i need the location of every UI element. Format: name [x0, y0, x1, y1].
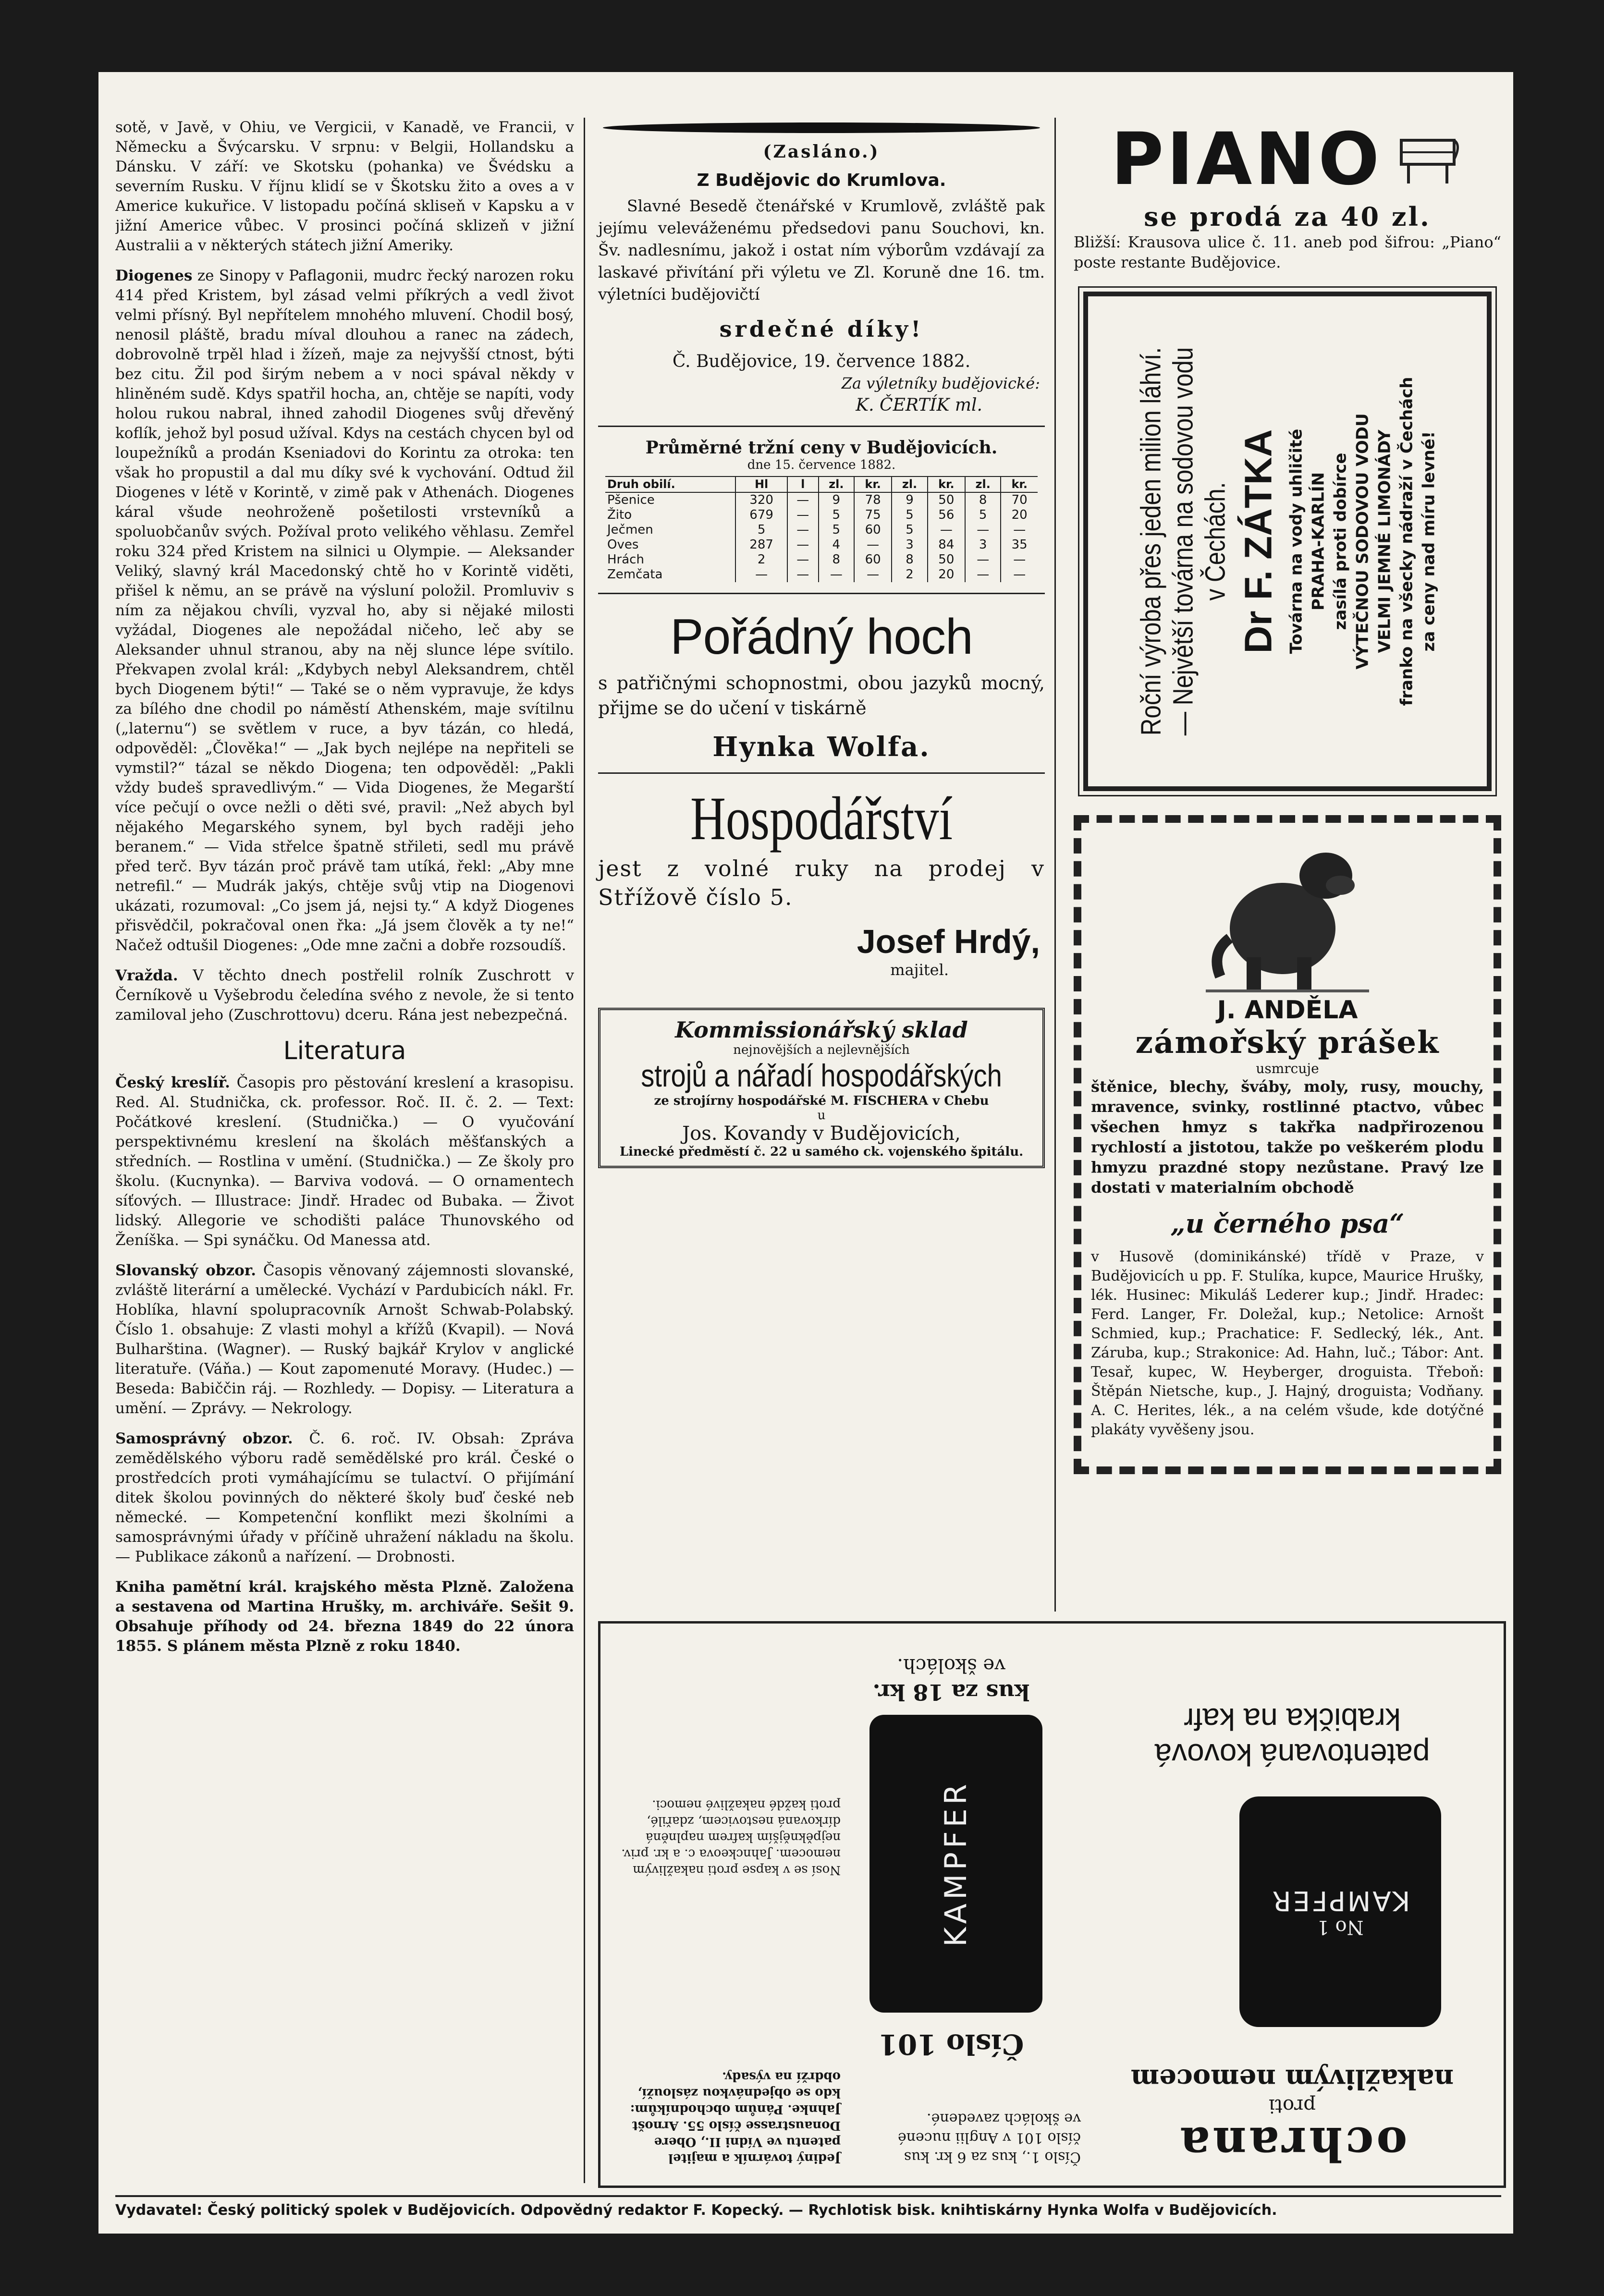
prices-table: [605, 476, 1038, 582]
camphor-schools: ve školách.: [897, 1654, 1005, 1676]
page-footer: Vydavatel: Český politický spolek v Budějovicích. Odpovědný redaktor F. Kopecký. — Rychlotisk bisk. knihtiskárny Hynka Wolfa v Budějovicích.: [115, 2195, 1501, 2219]
column-divider: [1054, 118, 1056, 1612]
literature-item: [115, 1073, 574, 1250]
table-cell: —: [965, 523, 1001, 537]
commission-ad-goods: strojů a nářadí hospodářských: [641, 1058, 1002, 1093]
camphor-ad-title: ochrana: [1177, 2117, 1408, 2171]
article-lead: Vražda.: [115, 967, 178, 984]
column-header: kr.: [928, 476, 965, 492]
table-cell: Ječmen: [607, 523, 653, 537]
table-cell: 20: [928, 567, 965, 582]
commission-ad-title: Kommissionářský sklad: [675, 1017, 968, 1043]
table-cell: —: [787, 567, 819, 582]
camphor-box-no1: [1239, 1796, 1441, 2027]
zaslano-heading: (Zasláno.): [763, 142, 880, 162]
table-cell: Zemčata: [607, 567, 663, 582]
table-cell: 56: [928, 508, 965, 523]
soda-ad: [1083, 292, 1492, 791]
table-cell: 50: [928, 552, 965, 567]
soda-ad-rotated: [1135, 311, 1440, 772]
table-cell: 60: [854, 552, 892, 567]
signer-name: K. ČERTÍK ml.: [856, 395, 982, 415]
table-cell: 5: [892, 508, 927, 523]
table-cell: —: [854, 537, 892, 552]
box-number: No 1: [1317, 1916, 1364, 1939]
soda-line: zasílá proti dobírce: [1331, 452, 1350, 630]
camphor-right-text: Nosí se v kapse proti nakažlivým nemocem. Jahnckeova c. a kr. priv. nejpěknějším kafrem naplněná dírkovaná nestovicem, zdařilé, proti každé nakažlivé nemoci.: [621, 1797, 841, 1877]
column-header: zl.: [892, 476, 927, 492]
piano-ad-title: PIANO: [1111, 118, 1383, 201]
powder-maker: J. ANDĚLA: [1217, 996, 1358, 1025]
table-row: [605, 523, 1038, 537]
table-cell: —: [787, 508, 819, 523]
box-number-101: Číslo 101: [878, 2028, 1024, 2061]
piano-ad-header: [1074, 118, 1501, 201]
right-column: [1074, 118, 1501, 1474]
column-header: zl.: [819, 476, 854, 492]
table-cell: 8: [965, 492, 1001, 508]
table-cell: —: [735, 567, 787, 582]
commission-ad-u: u: [817, 1108, 826, 1123]
table-header-row: [605, 476, 1038, 492]
table-row: [605, 552, 1038, 567]
column-header: Druh obilí.: [605, 476, 735, 492]
soda-line: franko na všecky nádraží v Čechách: [1397, 377, 1417, 706]
table-cell: —: [787, 552, 819, 567]
farm-ad-title: Hospodářství: [690, 784, 953, 853]
table-row: [605, 492, 1038, 508]
table-row: [605, 508, 1038, 523]
table-cell: —: [1001, 552, 1038, 567]
soda-ad-lines: [1286, 311, 1440, 772]
table-cell: —: [928, 523, 965, 537]
table-cell: 2: [892, 567, 927, 582]
table-cell: —: [1001, 567, 1038, 582]
camphor-box-101: [869, 1715, 1042, 2013]
table-cell: —: [965, 552, 1001, 567]
column-divider: [584, 118, 585, 2183]
table-cell: Pšenice: [607, 493, 655, 507]
table-cell: Hrách: [607, 552, 644, 567]
soda-line: VÝTEČNOU SODOVOU VODU: [1353, 413, 1372, 670]
divider: [598, 772, 1045, 774]
literature-heading: Literatura: [283, 1037, 406, 1065]
camphor-ad-rotated: [600, 1624, 1504, 2186]
thanks-line: srdečné díky!: [719, 316, 924, 342]
shop-name: „u černého psa“: [1170, 1208, 1405, 1239]
table-cell: —: [1001, 523, 1038, 537]
table-cell: 5: [735, 523, 787, 537]
place-date: Č. Budějovice, 19. července 1882.: [672, 352, 971, 371]
table-cell: 8: [892, 552, 927, 567]
table-row: [605, 537, 1038, 552]
notice-text: Slavné Besedě čtenářské v Krumlově, zvláště pak jejímu veleváženému předsedovi panu Souchovi, kn. Šv. nadlesnímu, jakož i ostat ním výborům vzdávají za laskavé přivítání při výletu ve Zl. Koruně dne 16. tm. výletníci budějovičtí: [598, 196, 1045, 304]
item-lead: Kniha pamětní král. krajského města Plzně.: [115, 1578, 492, 1596]
camphor-left-text: Jediný továrník a majitel patentu ve Vídni II., Obere Donaustrasse číslo 55. Arnošt Jahnke. Pánům obchodníkům: kdo se objednávkou záslouží, obdrží na výsady.: [630, 2069, 841, 2165]
table-cell: 3: [965, 537, 1001, 552]
column-header: zl.: [965, 476, 1001, 492]
table-cell: —: [965, 567, 1001, 582]
commission-ad-address: Linecké předměstí č. 22 u samého ck. vojenského špitálu.: [619, 1145, 1024, 1159]
harvest-paragraph: sotě, v Javě, v Ohiu, ve Vergicii, v Kanadě, ve Francii, v Německu a Švýcarsku. V srpnu: v Belgii, Hollandsku a Dánsku. V září: ve Skotsku (pohanka) ve Švédsku a severním Rusku. V říjnu klidí se v Škotsku žito a oves a v Americe kukuřice. V listopadu počíná skliseň v Kapsku a v jižní Americe vůbec. V prosinci počíná sklizeň v jižní Australii a v některých státech jižní Ameriky.: [115, 119, 574, 254]
table-cell: 50: [928, 492, 965, 508]
middle-column: [598, 118, 1045, 1168]
column-header: kr.: [854, 476, 892, 492]
powder-kills: usmrcuje: [1256, 1061, 1319, 1076]
table-cell: —: [787, 537, 819, 552]
commission-ad-factory: ze strojírny hospodářské M. FISCHERA v Chebu: [654, 1094, 989, 1108]
table-cell: 8: [819, 552, 854, 567]
table-cell: 60: [854, 523, 892, 537]
soda-line: VELMI JEMNÉ LIMONÁDY: [1375, 429, 1395, 653]
commission-ad-sub: nejnovějších a nejlevnějších: [733, 1043, 910, 1057]
table-cell: —: [787, 492, 819, 508]
table-cell: 2: [735, 552, 787, 567]
apprentice-ad-title: Pořádný hoch: [670, 609, 973, 665]
piano-price: se prodá za 40 zl.: [1144, 201, 1431, 232]
table-cell: 679: [735, 508, 787, 523]
table-cell: —: [854, 567, 892, 582]
divider: [598, 593, 1045, 594]
apprentice-ad-text: s patřičnými schopnostmi, obou jazyků mocný, přijme se do učení v tiskárně: [598, 672, 1045, 719]
divider: [598, 426, 1045, 427]
dog-illustration-icon: [1201, 832, 1374, 996]
commission-ad-dealer: Jos. Kovandy v Budějovicích,: [682, 1123, 961, 1145]
table-row: [605, 567, 1038, 582]
table-cell: 5: [819, 508, 854, 523]
powder-sellers: v Husově (dominikánské) třídě v Praze, v Budějovicích u pp. F. Stulíka, kupce, Maurice Hrušky, lék. Husinec: Mikuláš Lederer kup.; Jindř. Hradec: Ferd. Langer, Fr. Doležal, kup.; Netolice: Arnošt Schmied, kup.; Prachatice: F. Sedlecký, lék., Ant. Záruba, kup.; Strakonice: Ad. Hahn, luč.; Tábor: Ant. Tesař, kupec, W. Heyberger, droguista. Třeboň: Štěpán Nietsche, kup., J. Hajný, droguista; Vodňany. A. C. Herites, lék., a na celém všude, kde dotýčné plakáty vyvěšeny jsou.: [1091, 1248, 1484, 1438]
commission-ad: [598, 1008, 1045, 1168]
literature-item: [115, 1261, 574, 1418]
table-cell: 35: [1001, 537, 1038, 552]
camphor-ad-proti: proti: [1269, 2095, 1316, 2117]
column-header: Hl: [735, 476, 787, 492]
table-cell: 5: [819, 523, 854, 537]
camphor-patent: patentovaná kovová krabička na kafr: [1154, 1702, 1430, 1772]
piano-info: Bližší: Krausova ulice č. 11. aneb pod šifrou: „Piano“ poste restante Budějovice.: [1074, 233, 1501, 271]
table-cell: 320: [735, 492, 787, 508]
prices-title: Průměrné tržní ceny v Budějovicích.: [645, 438, 998, 458]
powder-text: štěnice, blechy, šváby, moly, rusy, mouchy, mravence, svinky, rostlinné ptactvo, vůbec všechen hmyz s takřka nadpřirozenou rychlostí a jistotou, takže po veškerém plodu hmyzu prazdné stopy nezůstane. Pravý lze dostati v materialním obchodě: [1091, 1077, 1484, 1197]
newspaper-page: [98, 72, 1513, 2234]
item-body: Založena a sestavena od Martina Hrušky, m. archiváře. Sešit 9. Obsahuje příhody od 24. března 1849 do 22 února 1855. S plánem města Plzně z roku 1840.: [115, 1578, 574, 1655]
camphor-ad-diseases: nakažlivým nemocem: [1130, 2063, 1454, 2095]
table-cell: 84: [928, 537, 965, 552]
prices-date: dne 15. července 1882.: [747, 458, 896, 472]
camphor-middle-text: Číslo 1., kus za 6 kr. kus číslo 101 v Anglii nucené ve školách zavedené.: [897, 2110, 1081, 2165]
article-body: V těchto dnech postřelil rolník Zuschrott v Černíkově u Vyšebrodu čeledína svého z nevole, že si tento zamiloval jeho (Zuschrottovu) dceru. Rána jest nebezpečná.: [115, 967, 574, 1024]
table-cell: Oves: [607, 537, 639, 552]
table-cell: 9: [819, 492, 854, 508]
prices-body: [605, 492, 1038, 582]
table-cell: 20: [1001, 508, 1038, 523]
item-lead: Český kreslíř.: [115, 1074, 230, 1091]
farm-ad-text: jest z volné ruky na prodej v Střížově číslo 5.: [598, 855, 1045, 910]
powder-title: zámořský prášek: [1135, 1025, 1440, 1061]
literature-item: [115, 1429, 574, 1567]
table-cell: 4: [819, 537, 854, 552]
item-body: Časopis věnovaný zájemnosti slovanské, zvláště literární a umělecké. Vychází v Pardubicích nákl. Fr. Hoblíka, hlavní spolupracovník Arnošt Schwab-Polabský. Číslo 1. obsahuje: Z vlasti mohyl a křížů (Kvapil). — Nová Bulharština. (Wagner). — Ruský bajkář Krylov v anglické literatuře. (Váňa.) — Kout zapomenuté Moravy. (Hudec.) — Beseda: Babiččin ráj. — Rozhledy. — Dopisy. — Literatura a umění. — Zprávy. — Nekrology.: [115, 1262, 574, 1417]
signature-for: Za výletníky budějovické:: [841, 374, 1040, 392]
piano-icon: [1396, 131, 1464, 188]
box-brand: KAMPFER: [938, 1780, 974, 1947]
soda-line: za ceny nad míru levné!: [1419, 431, 1439, 652]
table-cell: 287: [735, 537, 787, 552]
diogenes-article: [115, 266, 574, 955]
table-cell: —: [787, 523, 819, 537]
camphor-ad-head: [1100, 2063, 1484, 2171]
item-lead: Slovanský obzor.: [115, 1262, 257, 1279]
camphor-price: kus za 18 kr.: [872, 1679, 1030, 1705]
notice-title: Z Budějovic do Krumlova.: [697, 171, 946, 190]
item-body: Časopis pro pěstování kreslení a krasopisu. Red. Al. Studnička, ck. professor. Roč. II. č. 2. — Text: Počátkové kreslení. (Studnička.) — O vyučování perspektivnému kreslení na školách měšťanských a středních. — Rostlina v umění. (Studnička.) — Ze školy pro školu. (Kucnynka). — Barviva vodová. — O ornamentech síťových. — Illustrace: Jindř. Hradec od Bubaka. — Život lidský. Allegorie ve schodišti paláce Thunovského od Ženíška. — Spi synáčku. Od Manessa atd.: [115, 1074, 574, 1249]
table-cell: 9: [892, 492, 927, 508]
soda-ad-slogan: Roční výroba přes jeden milion láhví. — Největší továrna na sodovou vodu v Čechách.: [1135, 347, 1231, 736]
table-cell: 5: [965, 508, 1001, 523]
table-cell: 75: [854, 508, 892, 523]
table-cell: 5: [892, 523, 927, 537]
article-lead: Diogenes: [115, 267, 193, 284]
owner-name: Josef Hrdý,: [857, 923, 1040, 960]
soda-line: PRAHA-KARLÍN: [1309, 472, 1328, 611]
camphor-ad: [598, 1621, 1506, 2188]
table-cell: Žito: [607, 508, 632, 522]
printer-name: Hynka Wolfa.: [712, 731, 931, 763]
murder-article: [115, 966, 574, 1025]
powder-ad: [1074, 815, 1501, 1474]
box-brand: KAMPFER: [1270, 1885, 1410, 1917]
article-body: ze Sinopy v Paflagonii, mudrc řecký narozen roku 414 před Kristem, byl zásad velmi příkrých a vedl život velmi přísný. Byl nepřítelem mnohého mluvení. Chodil bosý, nenosil pláště, bradu míval dlouhou a ranec na zádech, dobrovolně trpěl hlad i žízeň, maje za nejvyšší ctnost, býti bez citu. Žil pod širým nebem a v noci spával někdy v hliněném sudě. Kdys spatřil hocha, an, chtěje se napíti, vody holou rukou nabral, ihned zahodil Diogenes svůj dřevěný koflík, jehož byl posud užíval. Kdys na cestách chycen byl od loupežníků a prodán Kseniadovi do Korintu za otroka: ten však ho propustil a dal mu díky své k vychování. Odtud žil Diogenes v létě v Korintě, v zimě pak v Athenách. Diogenes káral všude neohroženě pošetilosti vrstevníků a spoluobčanův svých. Požíval proto velikého věhlasu. Zemřel roku 324 před Kristem na silnici u Olympie. — Aleksander Veliký, slavný král Macedonský chtě ho v Korintě viděti, přišel k němu, an se právě na výsluní položil. Promluviv s ním za nějakou chvíli, vyzval ho, aby si nějaké milosti vyžádal, Diogenes ale nepožádal ničeho, leč aby se Aleksander uhnul stranou, aby na něj slunce lépe svítilo. Překvapen zvolal král: „Kdybych nebyl Aleksandrem, chtěl bych Diogenem býti!“ — Také se o něm vypravuje, že kdys za bílého dne chodil po náměstí Athenském, maje svítilnu („laternu“) se světlem v ruce, a byv tázán, co hledá, odpověděl: „Člověka!“ — „Jak bych nejlépe na nepřiteli se vymstil?“ tázal se někdo Diogena; ten odpověděl: „Pakli vždy budeš spravedlivým.“ — Vida Diogenes, že Megarští více pečují o ovce nežli o děti své, pravil: „Než abych byl nějakého Megarského synem, byl bych raději jeho beranem.“ — Vida střelce špatně střileti, sedl mu právě před terč. Byv tázán proč právě tam utíká, řekl: „Aby mne netrefil.“ — Mudrák jakýs, chtěje svůj vtip na Diogenovi ukázati, rozumoval: „Co jsem já, nejsi ty.“ A když Diogenes přisvědčil, pokračoval onen řka: „Já jsem člověk a ty ne!“ Načež odtušil Diogenes: „Ode mne začni a dobře rozsoudíš.: [115, 267, 574, 954]
item-body: Č. 6. roč. IV. Obsah: Zpráva zemědělského výboru radě semědělské pro král. České o prostředcích proti vymáhajícímu se tulactví. O přijímání ditek školou povinných do některé školy buď české neb německé. — Kompetenční konflikt mezi školními a samosprávnými úřady v příčině uhražení nákladu na školu. — Publikace zákonů a nařízení. — Drobnosti.: [115, 1430, 574, 1565]
column-header: kr.: [1001, 476, 1038, 492]
table-cell: 70: [1001, 492, 1038, 508]
soda-ad-name: Dr F. ZÁTKA: [1237, 429, 1280, 654]
literature-item: [115, 1577, 574, 1656]
ornament-bar: [603, 122, 1040, 133]
table-cell: —: [819, 567, 854, 582]
column-header: l: [787, 476, 819, 492]
box-label: [1271, 1885, 1410, 1939]
soda-line: Továrna na vody uhličité: [1286, 428, 1306, 654]
item-lead: Samosprávný obzor.: [115, 1430, 293, 1447]
owner-role: majitel.: [890, 961, 949, 979]
left-column: [115, 118, 574, 2111]
table-cell: 78: [854, 492, 892, 508]
table-cell: 3: [892, 537, 927, 552]
